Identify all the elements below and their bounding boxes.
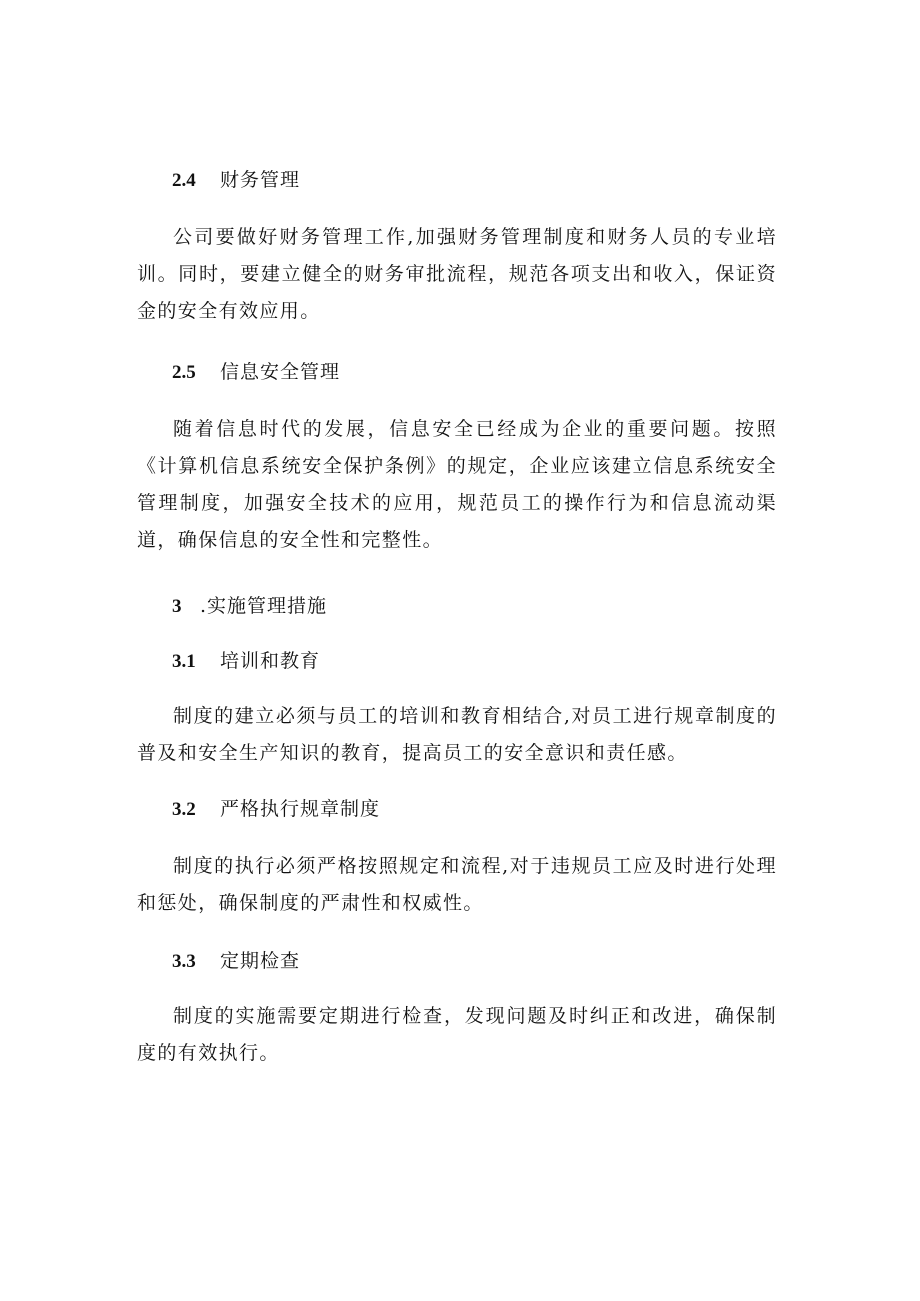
section-heading-2-4 [172,168,300,193]
section-heading-3-3 [172,949,300,974]
section-number: 3 [172,596,182,617]
section-heading-3-2 [172,797,380,822]
section-title: 严格执行规章制度 [220,798,381,820]
section-number: 3.2 [172,799,196,820]
section-heading-3 [172,594,327,619]
section-title: 信息安全管理 [220,361,341,383]
section-number: 3.3 [172,951,196,972]
section-paragraph-2-4: 公司要做好财务管理工作,加强财务管理制度和财务人员的专业培训。同时，要建立健全的财务审批流程，规范各项支出和收入，保证资金的安全有效应用。 [137,226,777,322]
section-number: 3.1 [172,651,196,672]
section-paragraph-2-5: 随着信息时代的发展，信息安全已经成为企业的重要问题。按照《计算机信息系统安全保护条例》的规定，企业应该建立信息系统安全管理制度，加强安全技术的应用，规范员工的操作行为和信息流动渠道，确保信息的安全性和完整性。 [137,418,777,551]
section-title: 培训和教育 [220,650,321,672]
section-number: 2.5 [172,362,196,383]
section-title: 财务管理 [220,169,301,191]
section-heading-3-1 [172,649,320,674]
section-heading-2-5 [172,360,340,385]
section-title: .实施管理措施 [200,595,328,617]
section-number: 2.4 [172,170,196,191]
section-title: 定期检查 [220,950,301,972]
section-paragraph-3-2: 制度的执行必须严格按照规定和流程,对于违规员工应及时进行处理和惩处，确保制度的严肃性和权威性。 [137,855,777,914]
section-paragraph-3-1: 制度的建立必须与员工的培训和教育相结合,对员工进行规章制度的普及和安全生产知识的教育，提高员工的安全意识和责任感。 [137,705,777,764]
section-paragraph-3-3: 制度的实施需要定期进行检查，发现问题及时纠正和改进，确保制度的有效执行。 [137,1005,777,1064]
